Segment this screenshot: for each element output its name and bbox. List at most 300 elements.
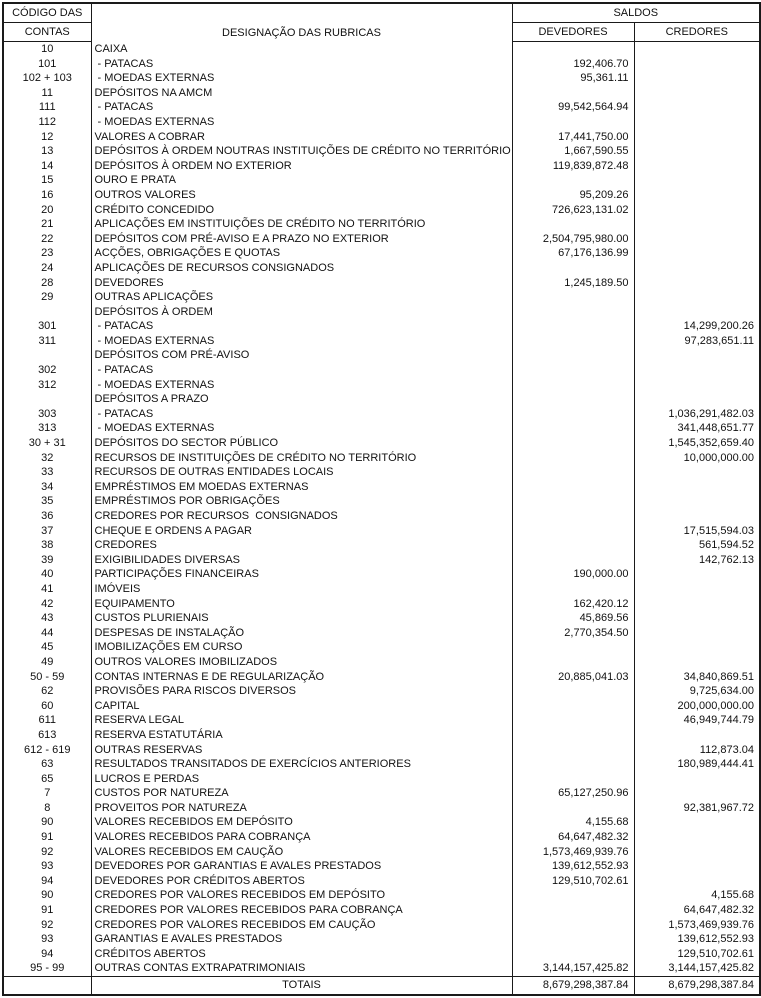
table-row [3, 305, 760, 320]
credores-cell [634, 845, 760, 860]
devedores-cell: 2,770,354.50 [512, 626, 634, 641]
table-row [3, 567, 760, 582]
totals-credores-value: 8,679,298,387.84 [634, 977, 760, 996]
table-row [3, 772, 760, 787]
credores-cell: 139,612,552.93 [634, 932, 760, 947]
table-row [3, 538, 760, 553]
devedores-cell: 3,144,157,425.82 [512, 961, 634, 976]
table-row [3, 597, 760, 612]
table-row [3, 407, 760, 422]
designation-cell: LUCROS E PERDAS [91, 772, 512, 787]
designation-cell: VALORES A COBRAR [91, 130, 512, 145]
devedores-cell: 119,839,872.48 [512, 159, 634, 174]
designation-cell: PARTICIPAÇÕES FINANCEIRAS [91, 567, 512, 582]
account-code-cell: 12 [41, 130, 54, 143]
designation-cell: CRÉDITOS ABERTOS [91, 947, 512, 962]
devedores-cell [512, 465, 634, 480]
designation-cell: EXIGIBILIDADES DIVERSAS [91, 553, 512, 568]
account-code-cell [3, 348, 91, 363]
account-code-cell: 65 [41, 772, 54, 785]
designation-cell: - MOEDAS EXTERNAS [91, 115, 512, 130]
table-header [3, 3, 760, 42]
designation-cell: DEPÓSITOS DO SECTOR PÚBLICO [91, 436, 512, 451]
table-row [3, 611, 760, 626]
designation-cell: CAIXA [91, 42, 512, 57]
credores-cell [634, 859, 760, 874]
designation-cell: DEPÓSITOS À ORDEM [91, 305, 512, 320]
designation-cell: RESULTADOS TRANSITADOS DE EXERCÍCIOS ANTERIORES [91, 757, 512, 772]
account-code-cell: 13 [41, 145, 54, 158]
devedores-cell [512, 421, 634, 436]
account-code-cell: 23 [41, 247, 54, 260]
devedores-cell [512, 655, 634, 670]
table-row [3, 348, 760, 363]
credores-cell [634, 173, 760, 188]
devedores-cell [512, 319, 634, 334]
credores-cell [634, 874, 760, 889]
credores-cell: 200,000,000.00 [634, 699, 760, 714]
designation-cell: OUTRAS APLICAÇÕES [91, 290, 512, 305]
account-code-cell: 94 [41, 874, 54, 887]
account-code-cell: 30 + 31 [28, 437, 66, 450]
credores-cell [634, 42, 760, 57]
designation-cell: OURO E PRATA [91, 173, 512, 188]
account-code-cell: 38 [41, 539, 54, 552]
table-footer [3, 977, 760, 996]
account-code-cell: 303 [38, 407, 57, 420]
credores-cell [634, 815, 760, 830]
account-code-cell: 49 [41, 655, 54, 668]
devedores-cell [512, 451, 634, 466]
credores-cell: 9,725,634.00 [634, 684, 760, 699]
table-row [3, 363, 760, 378]
designation-cell: CREDORES POR VALORES RECEBIDOS EM CAUÇÃO [91, 918, 512, 933]
designation-cell: DEPÓSITOS À ORDEM NOUTRAS INSTITUIÇÕES DE CRÉDITO NO TERRITÓRIO [91, 144, 512, 159]
devedores-cell: 139,612,552.93 [512, 859, 634, 874]
designation-cell: RESERVA ESTATUTÁRIA [91, 728, 512, 743]
devedores-cell [512, 173, 634, 188]
devedores-cell [512, 261, 634, 276]
table-row [3, 801, 760, 816]
table-row [3, 232, 760, 247]
credores-cell [634, 655, 760, 670]
table-row [3, 553, 760, 568]
table-row [3, 582, 760, 597]
credores-cell [634, 626, 760, 641]
credores-cell: 17,515,594.03 [634, 524, 760, 539]
designation-cell: - MOEDAS EXTERNAS [91, 421, 512, 436]
table-row [3, 130, 760, 145]
credores-cell [634, 57, 760, 72]
account-code-cell: 28 [41, 276, 54, 289]
devedores-cell [512, 392, 634, 407]
table-row [3, 918, 760, 933]
table-row [3, 290, 760, 305]
designation-cell: CONTAS INTERNAS E DE REGULARIZAÇÃO [91, 670, 512, 685]
table-row [3, 626, 760, 641]
devedores-cell [512, 538, 634, 553]
devedores-cell [512, 888, 634, 903]
devedores-cell: 67,176,136.99 [512, 246, 634, 261]
account-code-cell: 301 [38, 320, 57, 333]
account-code-cell: 40 [41, 568, 54, 581]
designation-cell: CREDORES POR RECURSOS CONSIGNADOS [91, 509, 512, 524]
table-row [3, 947, 760, 962]
designation-cell: DEPÓSITOS À ORDEM NO EXTERIOR [91, 159, 512, 174]
table-row [3, 874, 760, 889]
totals-devedores-value: 8,679,298,387.84 [512, 977, 634, 996]
table-row [3, 903, 760, 918]
devedores-cell [512, 728, 634, 743]
devedores-cell [512, 772, 634, 787]
devedores-cell [512, 757, 634, 772]
account-code-cell: 112 [38, 115, 57, 128]
designation-cell: GARANTIAS E AVALES PRESTADOS [91, 932, 512, 947]
devedores-cell [512, 947, 634, 962]
account-code-cell: 11 [41, 86, 53, 99]
credores-header: CREDORES [634, 23, 760, 42]
designation-cell: - PATACAS [91, 100, 512, 115]
devedores-cell [512, 932, 634, 947]
devedores-cell: 95,209.26 [512, 188, 634, 203]
devedores-cell [512, 699, 634, 714]
account-code-cell: 24 [41, 261, 54, 274]
credores-cell [634, 232, 760, 247]
designation-cell: CUSTOS PLURIENAIS [91, 611, 512, 626]
devedores-cell [512, 378, 634, 393]
table-row [3, 932, 760, 947]
account-code-cell: 91 [41, 904, 54, 917]
table-row [3, 378, 760, 393]
credores-cell [634, 290, 760, 305]
saldos-header: SALDOS [512, 3, 760, 23]
account-code-cell: 93 [41, 860, 54, 873]
devedores-cell [512, 407, 634, 422]
table-row [3, 319, 760, 334]
totals-empty-code [3, 977, 91, 996]
credores-cell: 142,762.13 [634, 553, 760, 568]
devedores-cell [512, 801, 634, 816]
credores-cell: 3,144,157,425.82 [634, 961, 760, 976]
account-code-cell: 611 [38, 714, 57, 727]
devedores-cell [512, 348, 634, 363]
designation-cell: OUTROS VALORES [91, 188, 512, 203]
devedores-cell [512, 903, 634, 918]
devedores-cell [512, 509, 634, 524]
table-row [3, 203, 760, 218]
designation-cell: APLICAÇÕES DE RECURSOS CONSIGNADOS [91, 261, 512, 276]
credores-cell [634, 582, 760, 597]
account-code-cell: 35 [41, 495, 54, 508]
designation-cell: DEVEDORES POR GARANTIAS E AVALES PRESTADOS [91, 859, 512, 874]
designation-cell: CREDORES [91, 538, 512, 553]
credores-cell [634, 144, 760, 159]
designation-cell: CUSTOS POR NATUREZA [91, 786, 512, 801]
table-row [3, 670, 760, 685]
devedores-header: DEVEDORES [512, 23, 634, 42]
table-row [3, 640, 760, 655]
account-code-cell: 93 [41, 933, 54, 946]
table-row [3, 684, 760, 699]
account-code-cell: 94 [41, 947, 54, 960]
table-row [3, 494, 760, 509]
designation-cell: OUTRAS RESERVAS [91, 743, 512, 758]
devedores-cell: 1,245,189.50 [512, 276, 634, 291]
account-code-cell: 92 [41, 845, 54, 858]
devedores-cell: 192,406.70 [512, 57, 634, 72]
designation-cell: DEVEDORES POR CRÉDITOS ABERTOS [91, 874, 512, 889]
credores-cell [634, 728, 760, 743]
devedores-cell: 45,869.56 [512, 611, 634, 626]
designation-cell: EQUIPAMENTO [91, 597, 512, 612]
designation-cell: DESPESAS DE INSTALAÇÃO [91, 626, 512, 641]
credores-cell: 129,510,702.61 [634, 947, 760, 962]
devedores-cell: 20,885,041.03 [512, 670, 634, 685]
table-row [3, 188, 760, 203]
designation-cell: CRÉDITO CONCEDIDO [91, 203, 512, 218]
credores-cell: 97,283,651.11 [634, 334, 760, 349]
table-row [3, 786, 760, 801]
account-code-cell: 62 [41, 685, 54, 698]
balance-table [2, 2, 761, 996]
account-code-cell: 613 [38, 728, 57, 741]
credores-cell [634, 276, 760, 291]
credores-cell [634, 494, 760, 509]
credores-cell: 14,299,200.26 [634, 319, 760, 334]
credores-cell [634, 567, 760, 582]
devedores-cell [512, 115, 634, 130]
table-row [3, 246, 760, 261]
account-code-cell: 20 [41, 203, 54, 216]
designation-cell: - PATACAS [91, 363, 512, 378]
credores-cell [634, 597, 760, 612]
devedores-cell [512, 480, 634, 495]
designation-cell: DEPÓSITOS A PRAZO [91, 392, 512, 407]
devedores-cell: 129,510,702.61 [512, 874, 634, 889]
account-code-cell: 95 - 99 [30, 962, 65, 975]
account-code-cell: 36 [41, 510, 54, 522]
table-row [3, 436, 760, 451]
credores-cell [634, 100, 760, 115]
designation-cell: DEPÓSITOS COM PRÉ-AVISO [91, 348, 512, 363]
table-row [3, 859, 760, 874]
table-row [3, 451, 760, 466]
devedores-cell [512, 86, 634, 101]
credores-cell: 1,545,352,659.40 [634, 436, 760, 451]
credores-cell [634, 348, 760, 363]
account-code-cell: 91 [41, 831, 54, 844]
account-code-cell: 41 [41, 582, 54, 595]
devedores-cell [512, 363, 634, 378]
credores-cell [634, 203, 760, 218]
devedores-cell: 162,420.12 [512, 597, 634, 612]
table-row [3, 173, 760, 188]
credores-cell [634, 188, 760, 203]
devedores-cell: 726,623,131.02 [512, 203, 634, 218]
designation-cell: RECURSOS DE OUTRAS ENTIDADES LOCAIS [91, 465, 512, 480]
table-row [3, 845, 760, 860]
designation-cell: EMPRÉSTIMOS POR OBRIGAÇÕES [91, 494, 512, 509]
devedores-cell: 4,155.68 [512, 815, 634, 830]
account-code-cell: 302 [38, 364, 57, 377]
designation-cell: PROVEITOS POR NATUREZA [91, 801, 512, 816]
credores-cell: 64,647,482.32 [634, 903, 760, 918]
credores-cell [634, 786, 760, 801]
account-code-cell: 45 [41, 641, 54, 654]
account-code-cell: 92 [41, 918, 54, 931]
devedores-cell [512, 640, 634, 655]
designation-cell: CAPITAL [91, 699, 512, 714]
account-code-cell: 90 [41, 816, 54, 829]
table-row [3, 961, 760, 976]
account-code-cell: 311 [38, 334, 57, 347]
designation-cell: EMPRÉSTIMOS EM MOEDAS EXTERNAS [91, 480, 512, 495]
credores-cell: 341,448,651.77 [634, 421, 760, 436]
account-code-cell: 7 [44, 787, 51, 800]
account-code-cell: 612 - 619 [24, 743, 71, 756]
devedores-cell [512, 305, 634, 320]
devedores-cell [512, 524, 634, 539]
credores-cell [634, 86, 760, 101]
table-row [3, 888, 760, 903]
table-row [3, 465, 760, 480]
designation-cell: PROVISÕES PARA RISCOS DIVERSOS [91, 684, 512, 699]
table-row [3, 713, 760, 728]
account-code-cell: 21 [41, 218, 54, 231]
credores-cell: 10,000,000.00 [634, 451, 760, 466]
credores-cell: 34,840,869.51 [634, 670, 760, 685]
totals-label: TOTAIS [91, 977, 512, 996]
document-page [2, 2, 759, 996]
credores-cell [634, 130, 760, 145]
table-row [3, 100, 760, 115]
devedores-cell: 17,441,750.00 [512, 130, 634, 145]
table-row [3, 480, 760, 495]
table-row [3, 276, 760, 291]
designation-cell: - MOEDAS EXTERNAS [91, 71, 512, 86]
designation-cell: VALORES RECEBIDOS EM CAUÇÃO [91, 845, 512, 860]
designation-cell: IMÓVEIS [91, 582, 512, 597]
table-row [3, 42, 760, 57]
account-code-cell: 63 [41, 758, 54, 771]
devedores-cell [512, 684, 634, 699]
account-code-cell: 8 [44, 801, 51, 814]
devedores-cell: 1,573,469,939.76 [512, 845, 634, 860]
account-code-cell: 15 [41, 174, 54, 187]
credores-cell [634, 830, 760, 845]
designation-cell: - PATACAS [91, 407, 512, 422]
devedores-cell [512, 918, 634, 933]
designation-cell: - PATACAS [91, 57, 512, 72]
designation-cell: APLICAÇÕES EM INSTITUIÇÕES DE CRÉDITO NO TERRITÓRIO [91, 217, 512, 232]
account-code-cell: 34 [41, 480, 54, 493]
account-code-cell: 60 [41, 699, 54, 712]
account-code-cell: 32 [41, 451, 54, 464]
devedores-cell [512, 582, 634, 597]
table-row [3, 334, 760, 349]
designation-cell: OUTROS VALORES IMOBILIZADOS [91, 655, 512, 670]
table-row [3, 743, 760, 758]
account-code-cell: 14 [41, 159, 54, 172]
credores-cell [634, 611, 760, 626]
devedores-cell [512, 334, 634, 349]
credores-cell [634, 378, 760, 393]
account-code-cell: 22 [41, 232, 54, 245]
designation-cell: RESERVA LEGAL [91, 713, 512, 728]
account-code-cell: 42 [41, 597, 54, 610]
credores-cell: 112,873.04 [634, 743, 760, 758]
devedores-cell [512, 743, 634, 758]
totals-row [3, 977, 760, 996]
designation-cell: DEPÓSITOS NA AMCM [91, 86, 512, 101]
table-row [3, 115, 760, 130]
table-row [3, 815, 760, 830]
table-row [3, 144, 760, 159]
credores-cell [634, 772, 760, 787]
credores-cell: 1,573,469,939.76 [634, 918, 760, 933]
table-row [3, 699, 760, 714]
credores-cell [634, 261, 760, 276]
account-code-cell: 10 [41, 43, 54, 55]
designation-cell: - MOEDAS EXTERNAS [91, 334, 512, 349]
devedores-cell: 65,127,250.96 [512, 786, 634, 801]
designation-cell: VALORES RECEBIDOS PARA COBRANÇA [91, 830, 512, 845]
credores-cell [634, 217, 760, 232]
credores-cell [634, 640, 760, 655]
designation-cell: CREDORES POR VALORES RECEBIDOS PARA COBRANÇA [91, 903, 512, 918]
designation-cell: CREDORES POR VALORES RECEBIDOS EM DEPÓSITO [91, 888, 512, 903]
credores-cell [634, 480, 760, 495]
designation-cell: DEPÓSITOS COM PRÉ-AVISO E A PRAZO NO EXTERIOR [91, 232, 512, 247]
credores-cell [634, 115, 760, 130]
account-code-cell: 16 [41, 188, 54, 201]
designation-cell: OUTRAS CONTAS EXTRAPATRIMONIAIS [91, 961, 512, 976]
table-row [3, 71, 760, 86]
devedores-cell: 64,647,482.32 [512, 830, 634, 845]
devedores-cell [512, 553, 634, 568]
credores-cell [634, 392, 760, 407]
table-row [3, 524, 760, 539]
table-row [3, 392, 760, 407]
table-row [3, 86, 760, 101]
codigo-header-line1: CÓDIGO DAS [3, 3, 91, 23]
designacao-header: DESIGNAÇÃO DAS RUBRICAS [91, 3, 512, 42]
account-code-cell: 90 [41, 889, 54, 902]
account-code-cell: 111 [38, 101, 56, 114]
account-code-cell [3, 392, 91, 407]
account-code-cell: 312 [38, 378, 57, 391]
devedores-cell: 190,000.00 [512, 567, 634, 582]
account-code-cell: 29 [41, 291, 54, 304]
account-code-cell: 313 [38, 422, 57, 435]
credores-cell [634, 246, 760, 261]
account-code-cell: 102 + 103 [22, 72, 72, 85]
credores-cell: 4,155.68 [634, 888, 760, 903]
table-row [3, 261, 760, 276]
designation-cell: RECURSOS DE INSTITUIÇÕES DE CRÉDITO NO TERRITÓRIO [91, 451, 512, 466]
designation-cell: VALORES RECEBIDOS EM DEPÓSITO [91, 815, 512, 830]
credores-cell [634, 363, 760, 378]
credores-cell [634, 465, 760, 480]
devedores-cell [512, 42, 634, 57]
table-row [3, 728, 760, 743]
account-code-cell: 44 [41, 626, 54, 639]
designation-cell: - MOEDAS EXTERNAS [91, 378, 512, 393]
devedores-cell: 2,504,795,980.00 [512, 232, 634, 247]
table-row [3, 217, 760, 232]
account-code-cell: 50 - 59 [30, 670, 65, 683]
credores-cell [634, 305, 760, 320]
